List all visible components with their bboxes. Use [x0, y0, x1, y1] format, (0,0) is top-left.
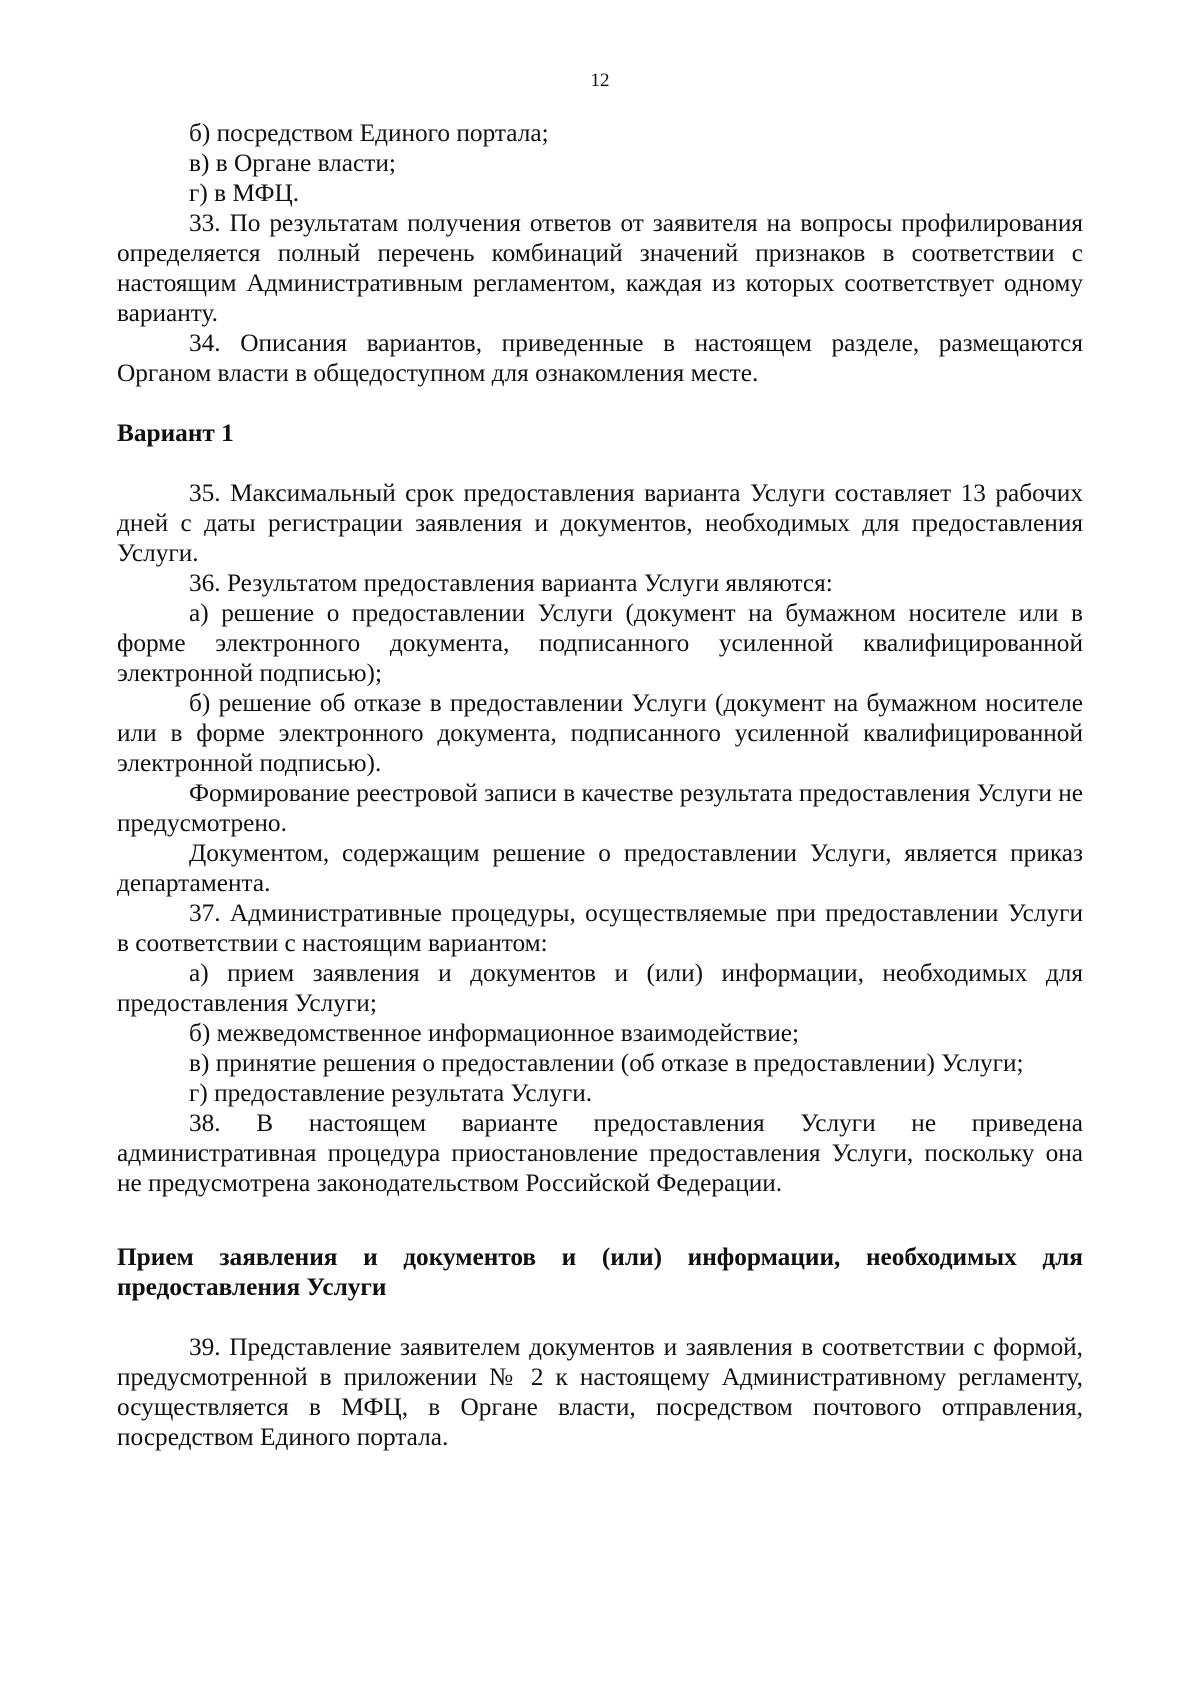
paragraph-decision-document: Документом, содержащим решение о предоставлении Услуги, является приказ департамента. — [117, 839, 1083, 897]
paragraph-35: 35. Максимальный срок предоставления варианта Услуги составляет 13 рабочих дней с даты регистрации заявления и документов, необходимых для предоставления Услуги. — [117, 479, 1083, 567]
paragraph-registry-record: Формирование реестровой записи в качестве результата предоставления Услуги не предусмотрено. — [117, 779, 1083, 837]
paragraph-36-b: б) решение об отказе в предоставлении Услуги (документ на бумажном носителе или в форме электронного документа, подписанного усиленной квалифицированной электронной подписью). — [117, 689, 1083, 777]
paragraph-37: 37. Административные процедуры, осуществляемые при предоставлении Услуги в соответствии с настоящим вариантом: — [117, 899, 1083, 957]
paragraph-37-v: в) принятие решения о предоставлении (об отказе в предоставлении) Услуги; — [189, 1049, 1024, 1077]
list-item-g-mfc: г) в МФЦ. — [189, 179, 300, 207]
paragraph-36: 36. Результатом предоставления варианта Услуги являются: — [189, 569, 833, 597]
list-item-v-authority: в) в Органе власти; — [189, 149, 396, 177]
paragraph-39: 39. Представление заявителем документов и заявления в соответствии с формой, предусмотренной в приложении № 2 к настоящему Административному регламенту, осуществляется в МФЦ, в Органе власти, посредством почтового отправления, посредством Единого портала. — [117, 1333, 1083, 1451]
paragraph-37-b: б) межведомственное информационное взаимодействие; — [189, 1019, 800, 1047]
paragraph-37-a: а) прием заявления и документов и (или) информации, необходимых для предоставления Услуги; — [117, 959, 1083, 1017]
paragraph-37-g: г) предоставление результата Услуги. — [189, 1079, 593, 1107]
paragraph-38: 38. В настоящем варианте предоставления Услуги не приведена административная процедура приостановление предоставления Услуги, поскольку она не предусмотрена законодательством Российской Федерации. — [117, 1109, 1083, 1197]
list-item-b-portal: б) посредством Единого портала; — [189, 119, 549, 147]
paragraph-33: 33. По результатам получения ответов от заявителя на вопросы профилирования определяется полный перечень комбинаций значений признаков в соответствии с настоящим Административным регламентом, каждая из которых соответствует одному варианту. — [117, 209, 1083, 327]
paragraph-36-a: а) решение о предоставлении Услуги (документ на бумажном носителе или в форме электронного документа, подписанного усиленной квалифицированной электронной подписью); — [117, 599, 1083, 687]
heading-variant-1: Вариант 1 — [117, 419, 234, 447]
paragraph-34: 34. Описания вариантов, приведенные в настоящем разделе, размещаются Органом власти в общедоступном для ознакомления месте. — [117, 329, 1083, 387]
document-body — [117, 118, 1083, 1452]
page-number: 12 — [590, 70, 610, 91]
heading-reception: Прием заявления и документов и (или) информации, необходимых для предоставления Услуги — [117, 1243, 1083, 1301]
